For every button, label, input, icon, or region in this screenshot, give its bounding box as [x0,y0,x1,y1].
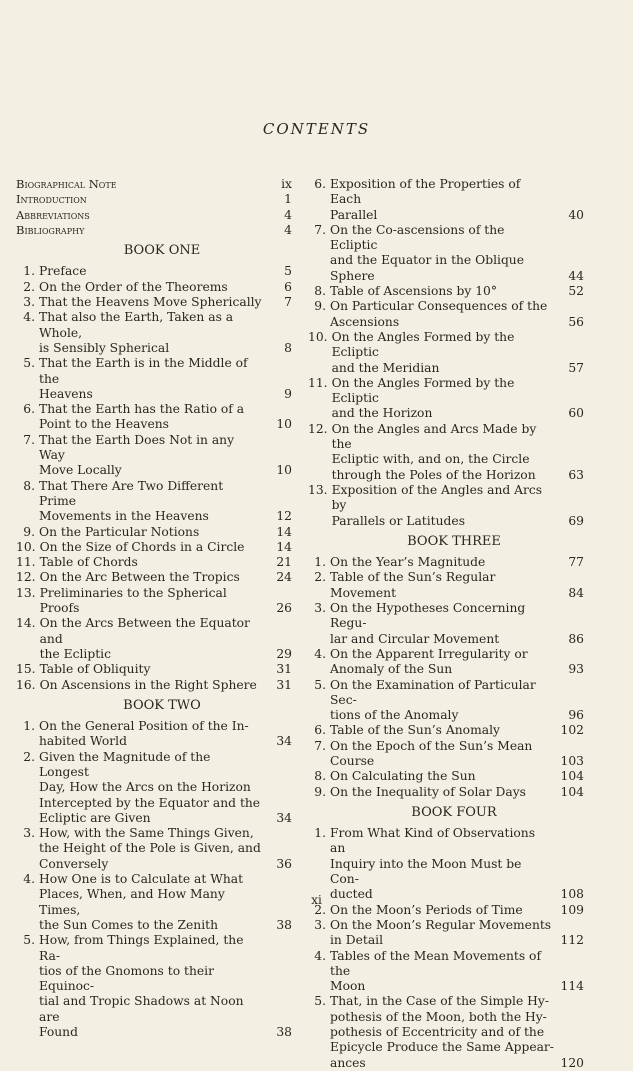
toc-entry [16,750,292,826]
toc-entry-title [330,678,554,724]
toc-entry-number: 1. [314,555,326,570]
toc-entry-title [39,264,262,279]
toc-entry-line: Inquiry into the Moon Must be Con- [330,856,522,887]
toc-entry-page: 5 [284,264,292,279]
toc-entry [308,376,584,422]
toc-entry-line: Table of Obliquity [39,662,151,677]
toc-entry [308,555,584,570]
toc-entry-page: 109 [560,902,584,917]
toc-entry-title [39,310,262,356]
toc-entry-line: That the Earth is in the Middle of the [39,356,248,386]
toc-entry-title [39,479,262,525]
toc-entry-page: 38 [276,1025,292,1040]
toc-entry-number: 9. [23,524,35,539]
toc-entry-page: 24 [276,570,292,585]
toc-entry [16,402,292,433]
toc-entry-number: 4. [314,948,326,963]
toc-entry-title [39,525,262,540]
toc-entry-line: That, in the Case of the Simple Hy- [330,994,550,1009]
toc-entry-page: 104 [560,769,584,784]
toc-entry-page: 93 [568,662,584,677]
toc-entry-number: 4. [23,310,35,325]
toc-entry-title [40,586,262,617]
front-matter-entry [16,223,292,238]
toc-entry-number: 2. [314,902,326,917]
toc-entry-line: Move Locally [39,463,122,478]
toc-entry [16,719,292,750]
toc-entry-title [330,223,554,284]
page-number: xi [311,893,322,907]
toc-entry [16,570,292,585]
toc-entry-number: 5. [23,933,35,948]
toc-entry-line: That the Earth has the Ratio of a [39,402,245,417]
toc-entry-line: Tables of the Mean Movements of the [330,948,542,978]
toc-entry [308,422,584,483]
toc-entry [16,280,292,295]
toc-entry-line: On the General Position of the In- [39,719,249,734]
toc-entry-number: 3. [314,917,326,932]
toc-entry-line: On the Examination of Particular Sec- [330,677,536,707]
toc-entry-line: Moon [330,979,366,994]
page-title: CONTENTS [262,120,371,138]
toc-entry-page: 52 [568,284,584,299]
toc-entry-line: lar and Circular Movement [330,631,500,646]
toc-entry [16,295,292,310]
toc-entry-line: Conversely [39,856,109,871]
book-heading: BOOK ONE [123,243,201,259]
toc-entry-page: 26 [276,601,292,616]
front-matter-title: Biographical Note [16,177,117,191]
toc-entry-line: On the Moon’s Regular Movements [330,917,552,932]
toc-entry-number: 15. [16,662,36,677]
toc-entry-title [330,284,554,299]
front-matter-entry [16,208,292,223]
toc-entry-page: 44 [568,268,584,283]
toc-entry-line: ducted [330,887,373,902]
toc-entry-line: Given the Magnitude of the Longest [39,749,211,779]
toc-entry-number: 6. [314,177,326,191]
toc-entry-line: the Ecliptic [39,646,111,661]
toc-entry-number: 13. [16,585,36,600]
toc-entry [308,299,584,330]
toc-entry-line: On the Angles Formed by the Ecliptic [331,329,515,360]
toc-entry-number: 10. [308,329,328,344]
toc-entry-page: 112 [560,933,584,948]
toc-entry-page: 31 [276,677,292,692]
toc-entry-page: 34 [276,734,292,749]
toc-entry-title [330,739,554,770]
toc-entry-page: 56 [568,314,584,329]
toc-entry [308,223,584,284]
toc-entry-title [330,918,554,949]
toc-entry [308,330,584,376]
front-matter-page: ix [281,177,292,191]
toc-entry [308,723,584,738]
front-matter-page: 4 [284,222,292,237]
toc-entry-page: 104 [560,784,584,799]
toc-entry-page: 10 [276,463,292,478]
toc-entry-line: Epicycle Produce the Same Appear- [330,1040,554,1055]
toc-entry-page: 29 [276,646,292,661]
toc-entry-line: Found [39,1025,78,1040]
toc-entry-page: 6 [284,279,292,294]
toc-entry-number: 1. [23,264,35,279]
toc-entry-line: On the Year’s Magnitude [330,555,486,570]
toc-entry-number: 4. [314,646,326,661]
toc-entry [308,739,584,770]
toc-entry-line: On the Arc Between the Tropics [39,570,240,585]
toc-entry-number: 3. [314,601,326,616]
toc-entry-line: Table of the Sun’s Regular Movement [330,570,496,600]
toc-entry-line: On Ascensions in the Right Sphere [39,677,257,692]
toc-entry-title [332,422,554,483]
toc-entry-page: 86 [568,631,584,646]
book-heading: BOOK TWO [123,697,201,713]
toc-entry-number: 12. [308,421,328,436]
toc-entry-page: 102 [560,723,584,738]
toc-entry [16,586,292,617]
toc-entry-line: Anomaly of the Sun [330,662,453,677]
toc-entry-line: On the Co-ascensions of the Ecliptic [330,222,505,253]
toc-entry-line: tions of the Anomaly [330,708,459,723]
toc-entry-line: Parallels or Latitudes [331,513,466,528]
front-matter-page: 4 [284,207,292,222]
toc-entry [308,994,584,1070]
toc-entry-page: 12 [276,509,292,524]
toc-entry-line: On the Inequality of Solar Days [330,784,526,799]
toc-entry-number: 5. [314,994,326,1009]
toc-entry-line: On the Moon’s Periods of Time [330,902,523,917]
front-matter-entry [16,192,292,207]
toc-entry-number: 16. [16,677,36,692]
toc-entry-title [40,555,262,570]
toc-entry-number: 8. [314,769,326,784]
toc-entry [308,177,584,223]
toc-entry [16,540,292,555]
front-matter-page: 1 [284,192,292,207]
toc-entry-number: 6. [314,723,326,738]
toc-entry-title [330,949,554,995]
toc-entry-number: 8. [314,284,326,299]
toc-entry-line: On the Hypotheses Concerning Regu- [330,601,526,631]
toc-entry [308,647,584,678]
toc-entry-line: How One is to Calculate at What [39,872,244,887]
toc-entry [16,933,292,1040]
toc-entry-line: That also the Earth, Taken as a Whole, [39,310,234,340]
front-matter-title: Bibliography [16,222,85,237]
toc-entry-line: On the Order of the Theorems [39,279,228,294]
toc-entry-title [39,719,262,750]
toc-entry-title [330,299,554,330]
toc-entry [16,356,292,402]
toc-entry [16,616,292,662]
toc-entry-page: 21 [276,555,292,570]
toc-entry-number: 1. [314,826,326,841]
toc-entry-title [39,933,262,1040]
toc-entry [308,785,584,800]
toc-entry-line: How, from Things Explained, the Ra- [39,933,244,963]
toc-entry-number: 13. [308,482,328,497]
toc-entry-line: That the Earth Does Not in any Way [39,432,235,463]
toc-entry-line: On the Particular Notions [39,524,200,539]
toc-entry-number: 1. [23,719,35,734]
toc-entry [308,483,584,529]
toc-entry-number: 7. [314,222,326,237]
toc-entry [308,601,584,647]
toc-entry-page: 69 [568,513,584,528]
toc-entry [308,678,584,724]
toc-entry-line: Preliminaries to the Spherical Proofs [39,585,227,616]
toc-entry-line: Preface [39,264,87,279]
toc-entry-number: 9. [314,784,326,799]
toc-entry-title [40,678,262,693]
toc-entry-number: 14. [16,616,36,631]
toc-entry-line: Movements in the Heavens [39,509,209,524]
toc-entry-title [330,769,554,784]
toc-entry-line: Day, How the Arcs on the Horizon [39,780,251,795]
toc-entry-number: 10. [16,539,36,554]
toc-entry-page: 31 [276,662,292,677]
toc-entry-line: is Sensibly Spherical [39,340,170,355]
toc-entry-number: 11. [16,555,36,570]
toc-entry-line: and the Meridian [331,360,440,375]
toc-entry-page: 77 [568,555,584,570]
toc-entry-page: 8 [284,340,292,355]
toc-entry-line: On the Angles Formed by the Ecliptic [331,375,515,406]
toc-entry-page: 34 [276,810,292,825]
toc-entry-line: pothesis of Eccentricity and of the [330,1025,545,1040]
toc-entry [308,918,584,949]
toc-entry-page: 9 [284,386,292,401]
toc-entry-line: Table of the Sun’s Anomaly [330,723,500,738]
toc-entry [308,826,584,902]
toc-entry-page: 114 [560,979,584,994]
toc-entry-title [39,402,262,433]
toc-entry-page: 36 [276,856,292,871]
toc-entry-line: habited World [39,734,127,749]
toc-entry-number: 2. [23,279,35,294]
toc-entry-line: On Calculating the Sun [330,769,476,784]
toc-entry-title [330,647,554,678]
toc-entry-page: 57 [568,360,584,375]
toc-entry [16,826,292,872]
book-heading: BOOK FOUR [411,804,497,820]
toc-entry [308,284,584,299]
toc-entry-title [330,601,554,647]
toc-entry-line: Table of Chords [39,555,138,570]
toc-entry [16,678,292,693]
toc-entry-number: 12. [16,570,36,585]
toc-entry-page: 10 [276,417,292,432]
toc-entry [16,662,292,677]
toc-entry-title [330,785,554,800]
toc-entry-line: Table of Ascensions by 10° [330,284,498,299]
toc-entry-title [330,555,554,570]
toc-entry-page: 40 [568,207,584,222]
toc-entry [308,949,584,995]
toc-entry-line: On the Epoch of the Sun’s Mean [330,738,533,753]
book-heading: BOOK THREE [407,533,501,549]
toc-entry-line: and the Horizon [331,406,433,421]
toc-entry-title [40,540,262,555]
toc-entry-number: 3. [23,295,35,310]
toc-entry-page: 14 [276,539,292,554]
toc-entry-title [39,433,262,479]
toc-entry-title [40,616,262,662]
toc-entry-line: tios of the Gnomons to their Equinoc- [39,963,214,994]
toc-entry-line: That the Heavens Move Spherically [39,295,262,310]
toc-entry-line: Ascensions [330,314,400,329]
toc-entry-line: On the Size of Chords in a Circle [39,539,245,554]
toc-entry-page: 103 [560,753,584,768]
toc-entry-page: 7 [284,295,292,310]
toc-entry-title [39,280,262,295]
toc-entry-line: On the Apparent Irregularity or [330,646,528,661]
toc-entry-line: Ecliptic are Given [39,810,151,825]
toc-entry [16,310,292,356]
toc-entry-title [39,750,262,826]
toc-entry-number: 2. [23,749,35,764]
toc-entry-page: 60 [568,406,584,421]
toc-entry-page: 38 [276,917,292,932]
toc-entry-title [40,570,262,585]
toc-entry-title [330,177,554,223]
toc-entry [16,555,292,570]
toc-entry-line: On the Angles and Arcs Made by the [331,421,537,452]
toc-entry-line: the Sun Comes to the Zenith [39,917,219,932]
toc-entry-title [332,330,554,376]
toc-entry-line: How, with the Same Things Given, [39,826,254,841]
toc-entry-title [332,483,554,529]
toc-entry [16,525,292,540]
toc-entry-line: through the Poles of the Horizon [331,467,536,482]
toc-entry-title [330,723,554,738]
toc-entry-title [39,295,262,310]
toc-entry-page: 96 [568,708,584,723]
toc-entry [16,479,292,525]
toc-entry-line: On the Arcs Between the Equator and [39,616,250,646]
toc-entry-number: 5. [23,356,35,371]
toc-entry-line: Exposition of the Angles and Arcs by [331,482,543,513]
toc-entry-page: 108 [560,887,584,902]
toc-entry-title [332,376,554,422]
toc-entry-line: On Particular Consequences of the [330,299,548,314]
toc-entry-line: Exposition of the Properties of Each [330,177,521,207]
front-matter-title: Introduction [16,192,87,207]
toc-entry-title [330,826,554,902]
toc-entry-title [39,356,262,402]
toc-entry-line: Places, When, and How Many Times, [39,887,225,917]
toc-entry-page: 63 [568,467,584,482]
toc-entry-number: 6. [23,402,35,417]
toc-entry [16,433,292,479]
toc-entry-page: 120 [560,1055,584,1070]
toc-entry-line: Point to the Heavens [39,417,169,432]
toc-entry-number: 2. [314,570,326,585]
toc-entry-title [330,570,554,601]
front-matter-title: Abbreviations [16,207,90,222]
toc-entry [16,264,292,279]
toc-entry-number: 9. [314,299,326,314]
toc-entry [308,769,584,784]
toc-entry-line: Heavens [39,386,93,401]
toc-entry-line: pothesis of the Moon, both the Hy- [330,1009,547,1024]
toc-entry-line: tial and Tropic Shadows at Noon are [39,994,244,1024]
toc-entry-line: Parallel [330,207,378,222]
toc-entry-line: From What Kind of Observations an [330,826,536,856]
toc-entry-line: in Detail [330,933,384,948]
front-matter-entry [16,177,292,192]
toc-entry-number: 8. [23,478,35,493]
toc-entry-number: 11. [308,375,328,390]
toc-entry-line: ances [330,1055,366,1070]
toc-column-right [308,177,584,1071]
toc-entry-line: and the Equator in the Oblique Sphere [330,253,525,283]
toc-entry-number: 7. [314,738,326,753]
toc-entry [308,570,584,601]
toc-entry-title [39,826,262,872]
toc-entry-line: Ecliptic with, and on, the Circle [331,452,530,467]
toc-entry-number: 4. [23,872,35,887]
toc-entry-number: 7. [23,432,35,447]
toc-entry-line: Course [330,753,375,768]
toc-entry-line: That There Are Two Different Prime [39,478,224,508]
toc-entry-line: the Height of the Pole is Given, and [39,841,261,856]
toc-entry-title [330,994,554,1070]
toc-entry-line: Intercepted by the Equator and the [39,795,261,810]
toc-entry-page: 14 [276,524,292,539]
toc-entry-number: 5. [314,677,326,692]
toc-column-left [16,177,292,1040]
toc-entry-title [40,662,262,677]
toc-entry-page: 84 [568,585,584,600]
toc-entry-number: 3. [23,826,35,841]
